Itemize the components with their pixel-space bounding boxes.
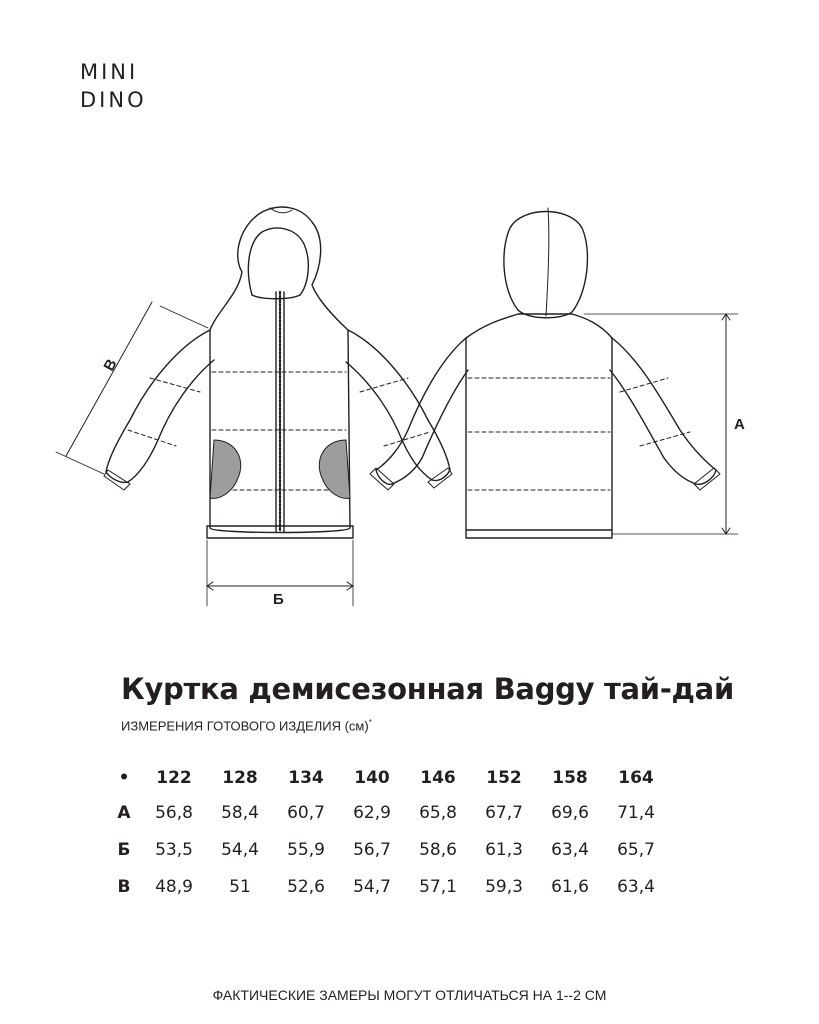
- product-title: Куртка демисезонная Baggy тай-дай: [121, 672, 734, 706]
- table-cell: 71,4: [617, 802, 655, 823]
- table-cell: 53,5: [155, 839, 193, 860]
- table-row: [107, 868, 669, 905]
- size-header-cell: 152: [486, 768, 522, 788]
- table-cell: 65,8: [419, 802, 457, 823]
- table-cell: 63,4: [617, 876, 655, 897]
- size-header-cell: 140: [354, 768, 390, 788]
- size-header-cell: 128: [222, 768, 258, 788]
- size-header-cell: 122: [156, 768, 192, 788]
- table-cell: 56,7: [353, 839, 391, 860]
- table-cell: 58,6: [419, 839, 457, 860]
- jacket-technical-drawing: [0, 180, 819, 610]
- row-label: В: [117, 876, 131, 897]
- row-label: А: [117, 802, 131, 823]
- table-row: [107, 831, 669, 868]
- table-cell: 61,6: [551, 876, 589, 897]
- size-header-cell: 164: [618, 768, 654, 788]
- table-cell: 63,4: [551, 839, 589, 860]
- dimension-lines: [56, 302, 738, 606]
- dimension-label-v: В: [100, 356, 121, 374]
- dimension-label-b: Б: [273, 591, 284, 608]
- footnote-marker: *: [368, 718, 372, 727]
- size-header-cell: 158: [552, 768, 588, 788]
- table-cell: 58,4: [221, 802, 259, 823]
- table-cell: 59,3: [485, 876, 523, 897]
- size-header-corner: •: [118, 768, 130, 788]
- table-cell: 51: [229, 876, 251, 897]
- table-row: [107, 794, 669, 831]
- size-header-row: [107, 762, 669, 794]
- table-cell: 62,9: [353, 802, 391, 823]
- size-header-cell: 146: [420, 768, 456, 788]
- table-cell: 48,9: [155, 876, 193, 897]
- brand-logo-line1: MINI: [80, 60, 139, 84]
- table-cell: 55,9: [287, 839, 325, 860]
- jacket-back-view: [370, 208, 720, 538]
- measurement-subtitle-text: ИЗМЕРЕНИЯ ГОТОВОГО ИЗДЕЛИЯ (см): [121, 718, 369, 734]
- size-header-cell: 134: [288, 768, 324, 788]
- table-cell: 69,6: [551, 802, 589, 823]
- measurement-subtitle: [121, 718, 372, 733]
- measurement-disclaimer: ФАКТИЧЕСКИЕ ЗАМЕРЫ МОГУТ ОТЛИЧАТЬСЯ НА 1--2 СМ: [212, 987, 607, 1003]
- size-table: [107, 762, 669, 905]
- table-cell: 52,6: [287, 876, 325, 897]
- table-cell: 54,7: [353, 876, 391, 897]
- dimension-label-a: А: [734, 416, 745, 433]
- table-cell: 57,1: [419, 876, 457, 897]
- brand-logo: [80, 58, 147, 114]
- table-cell: 54,4: [221, 839, 259, 860]
- row-label: Б: [117, 839, 131, 860]
- table-cell: 67,7: [485, 802, 523, 823]
- brand-logo-line2: DINO: [80, 88, 147, 112]
- table-cell: 65,7: [617, 839, 655, 860]
- jacket-front-view: [104, 207, 452, 538]
- table-cell: 60,7: [287, 802, 325, 823]
- table-cell: 61,3: [485, 839, 523, 860]
- table-cell: 56,8: [155, 802, 193, 823]
